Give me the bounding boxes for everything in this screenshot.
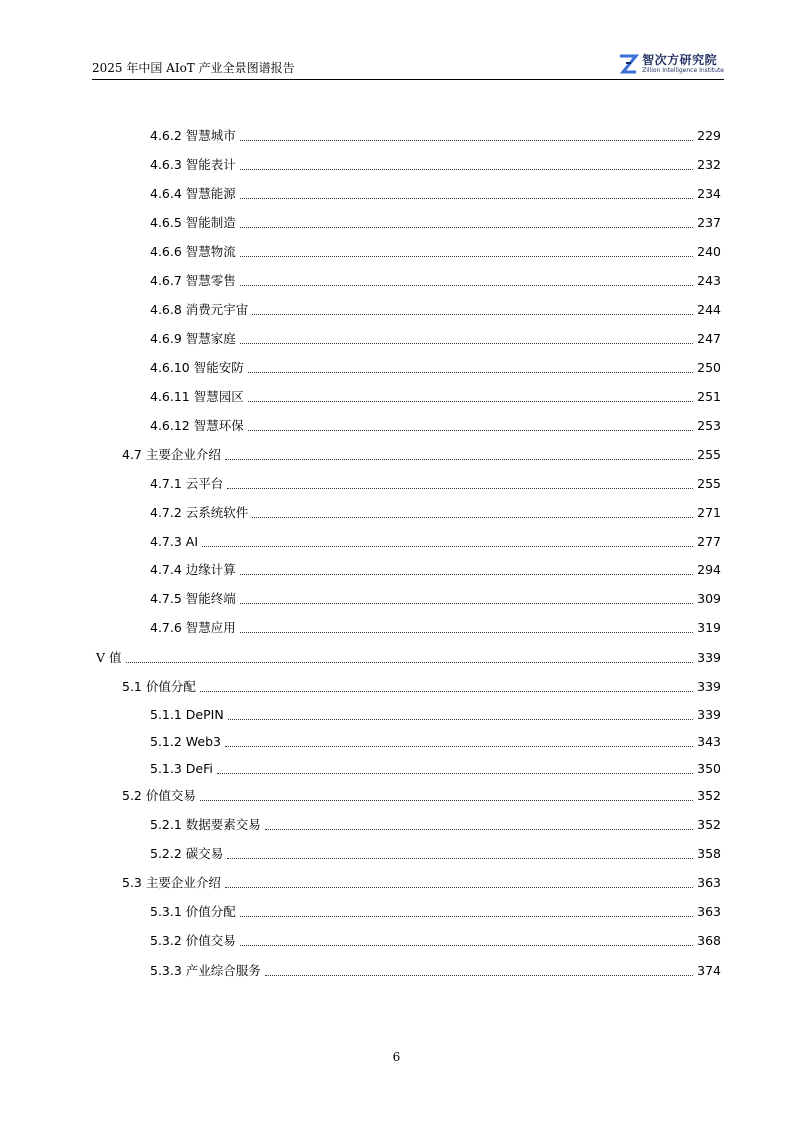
toc-leader [248,420,693,431]
toc-entry[interactable] [150,761,721,777]
toc-leader [240,188,693,199]
toc-entry[interactable] [150,846,721,862]
toc-entry[interactable] [150,128,721,144]
toc-entry-page: 277 [697,534,721,549]
toc-entry-title: 5.1.3 DeFi [150,761,213,776]
toc-entry-title: 4.6.7 智慧零售 [150,273,236,288]
toc-entry[interactable] [150,562,721,578]
logo-z-icon [617,53,639,75]
toc-entry-title: 4.6.8 消费元宇宙 [150,302,249,317]
toc-entry-title: 5.3.3 产业综合服务 [150,963,261,978]
toc-entry[interactable] [150,389,721,405]
toc-entry-title: 4.7.3 AI [150,534,199,549]
toc-entry[interactable] [150,215,721,231]
toc-entry-page: 250 [697,360,721,375]
toc-entry-page: 234 [697,186,721,201]
toc-leader [240,593,693,604]
toc-leader [240,275,693,286]
toc-leader [225,449,693,460]
toc-entry-page: 343 [697,734,721,749]
toc-entry-page: 255 [697,476,721,491]
toc-entry-page: 251 [697,389,721,404]
toc-entry-title: 4.7.5 智能终端 [150,591,236,606]
toc-leader [200,681,693,692]
toc-leader [240,130,693,141]
toc-entry-page: 309 [697,591,721,606]
toc-entry[interactable] [150,534,721,550]
toc-entry-title: 4.6.9 智慧家庭 [150,331,236,346]
toc-entry-page: 339 [697,650,721,665]
toc-entry-page: 253 [697,418,721,433]
toc-entry-page: 243 [697,273,721,288]
toc-leader [240,622,693,633]
toc-entry[interactable] [150,933,721,949]
toc-leader [240,333,693,344]
toc-entry[interactable] [150,476,721,492]
toc-leader [240,217,693,228]
toc-entry[interactable] [122,447,721,463]
report-title: 2025 年中国 AIoT 产业全景图谱报告 [92,61,295,75]
toc-entry[interactable] [150,707,721,723]
toc-entry-title: 5.3.1 价值分配 [150,904,236,919]
toc-entry[interactable] [150,418,721,434]
toc-entry[interactable] [150,302,721,318]
toc-leader [252,304,693,315]
toc-leader [265,819,693,830]
toc-entry-page: 232 [697,157,721,172]
toc-entry-page: 363 [697,875,721,890]
toc-entry-title: 4.6.2 智慧城市 [150,128,236,143]
toc-entry-page: 339 [697,707,721,722]
toc-entry[interactable] [150,620,721,636]
toc-leader [228,709,693,720]
toc-entry-page: 368 [697,933,721,948]
toc-entry[interactable] [150,817,721,833]
toc-entry-page: 352 [697,817,721,832]
toc-leader [240,564,693,575]
page-number: 6 [392,1050,401,1064]
toc-entry[interactable] [150,734,721,750]
toc-entry-page: 294 [697,562,721,577]
toc-entry-title: 4.7.6 智慧应用 [150,620,236,635]
toc-entry[interactable] [150,273,721,289]
logo-name-en: Zillion Intelligence Institute [642,67,724,74]
toc-leader [225,736,693,747]
toc-entry-page: 374 [697,963,721,978]
toc-leader [252,507,693,518]
toc-entry-title: Ⅴ 值 [96,650,122,665]
toc-entry-title: 4.6.4 智慧能源 [150,186,236,201]
toc-entry-title: 4.6.5 智能制造 [150,215,236,230]
toc-leader [248,391,693,402]
toc-leader [248,362,693,373]
toc-leader [240,935,693,946]
toc-entry-page: 229 [697,128,721,143]
toc-entry[interactable] [150,505,721,521]
toc-leader [240,246,693,257]
toc-entry-page: 271 [697,505,721,520]
toc-entry[interactable] [122,875,721,891]
toc-entry-title: 4.7.2 云系统软件 [150,505,249,520]
toc-entry[interactable] [150,157,721,173]
toc-entry-title: 5.2.1 数据要素交易 [150,817,261,832]
toc-entry-title: 4.7 主要企业介绍 [122,447,221,462]
toc-entry-title: 4.6.12 智慧环保 [150,418,244,433]
toc-entry-page: 247 [697,331,721,346]
toc-leader [240,159,693,170]
toc-entry-page: 363 [697,904,721,919]
toc-leader [227,848,693,859]
toc-entry-title: 4.7.4 边缘计算 [150,562,236,577]
toc-entry[interactable] [150,186,721,202]
header-divider [92,79,724,80]
toc-entry-title: 5.2.2 碳交易 [150,846,224,861]
page-header [92,54,724,80]
toc-entry-page: 237 [697,215,721,230]
toc-entry-title: 4.6.6 智慧物流 [150,244,236,259]
toc-entry-page: 352 [697,788,721,803]
toc-entry[interactable] [122,788,721,804]
toc-entry-page: 358 [697,846,721,861]
toc-entry-page: 319 [697,620,721,635]
toc-leader [202,536,693,547]
toc-leader [126,652,694,663]
toc-leader [217,763,693,774]
toc-entry-page: 339 [697,679,721,694]
toc-entry[interactable] [150,244,721,260]
toc-leader [227,478,693,489]
toc-leader [240,906,693,917]
toc-entry-title: 4.6.3 智能表计 [150,157,236,172]
toc-leader [225,877,693,888]
toc-entry-page: 240 [697,244,721,259]
toc-entry-title: 5.2 价值交易 [122,788,196,803]
toc-entry[interactable] [122,679,721,695]
toc-leader [200,790,693,801]
toc-entry[interactable] [150,963,721,979]
institute-logo [617,50,724,78]
toc-entry-title: 5.3.2 价值交易 [150,933,236,948]
toc-entry-title: 5.1.2 Web3 [150,734,221,749]
toc-entry-page: 255 [697,447,721,462]
toc-entry-title: 5.3 主要企业介绍 [122,875,221,890]
toc-entry[interactable] [96,650,721,666]
toc-entry-page: 350 [697,761,721,776]
toc-entry-page: 244 [697,302,721,317]
toc-leader [265,965,693,976]
toc-entry-title: 4.6.10 智能安防 [150,360,244,375]
toc-entry-title: 4.7.1 云平台 [150,476,224,491]
toc-entry-title: 5.1 价值分配 [122,679,196,694]
toc-entry-title: 5.1.1 DePIN [150,707,224,722]
toc-entry[interactable] [150,904,721,920]
toc-entry[interactable] [150,331,721,347]
toc-entry-title: 4.6.11 智慧园区 [150,389,244,404]
toc-entry[interactable] [150,591,721,607]
logo-name-cn: 智次方研究院 [642,53,718,67]
toc-entry[interactable] [150,360,721,376]
